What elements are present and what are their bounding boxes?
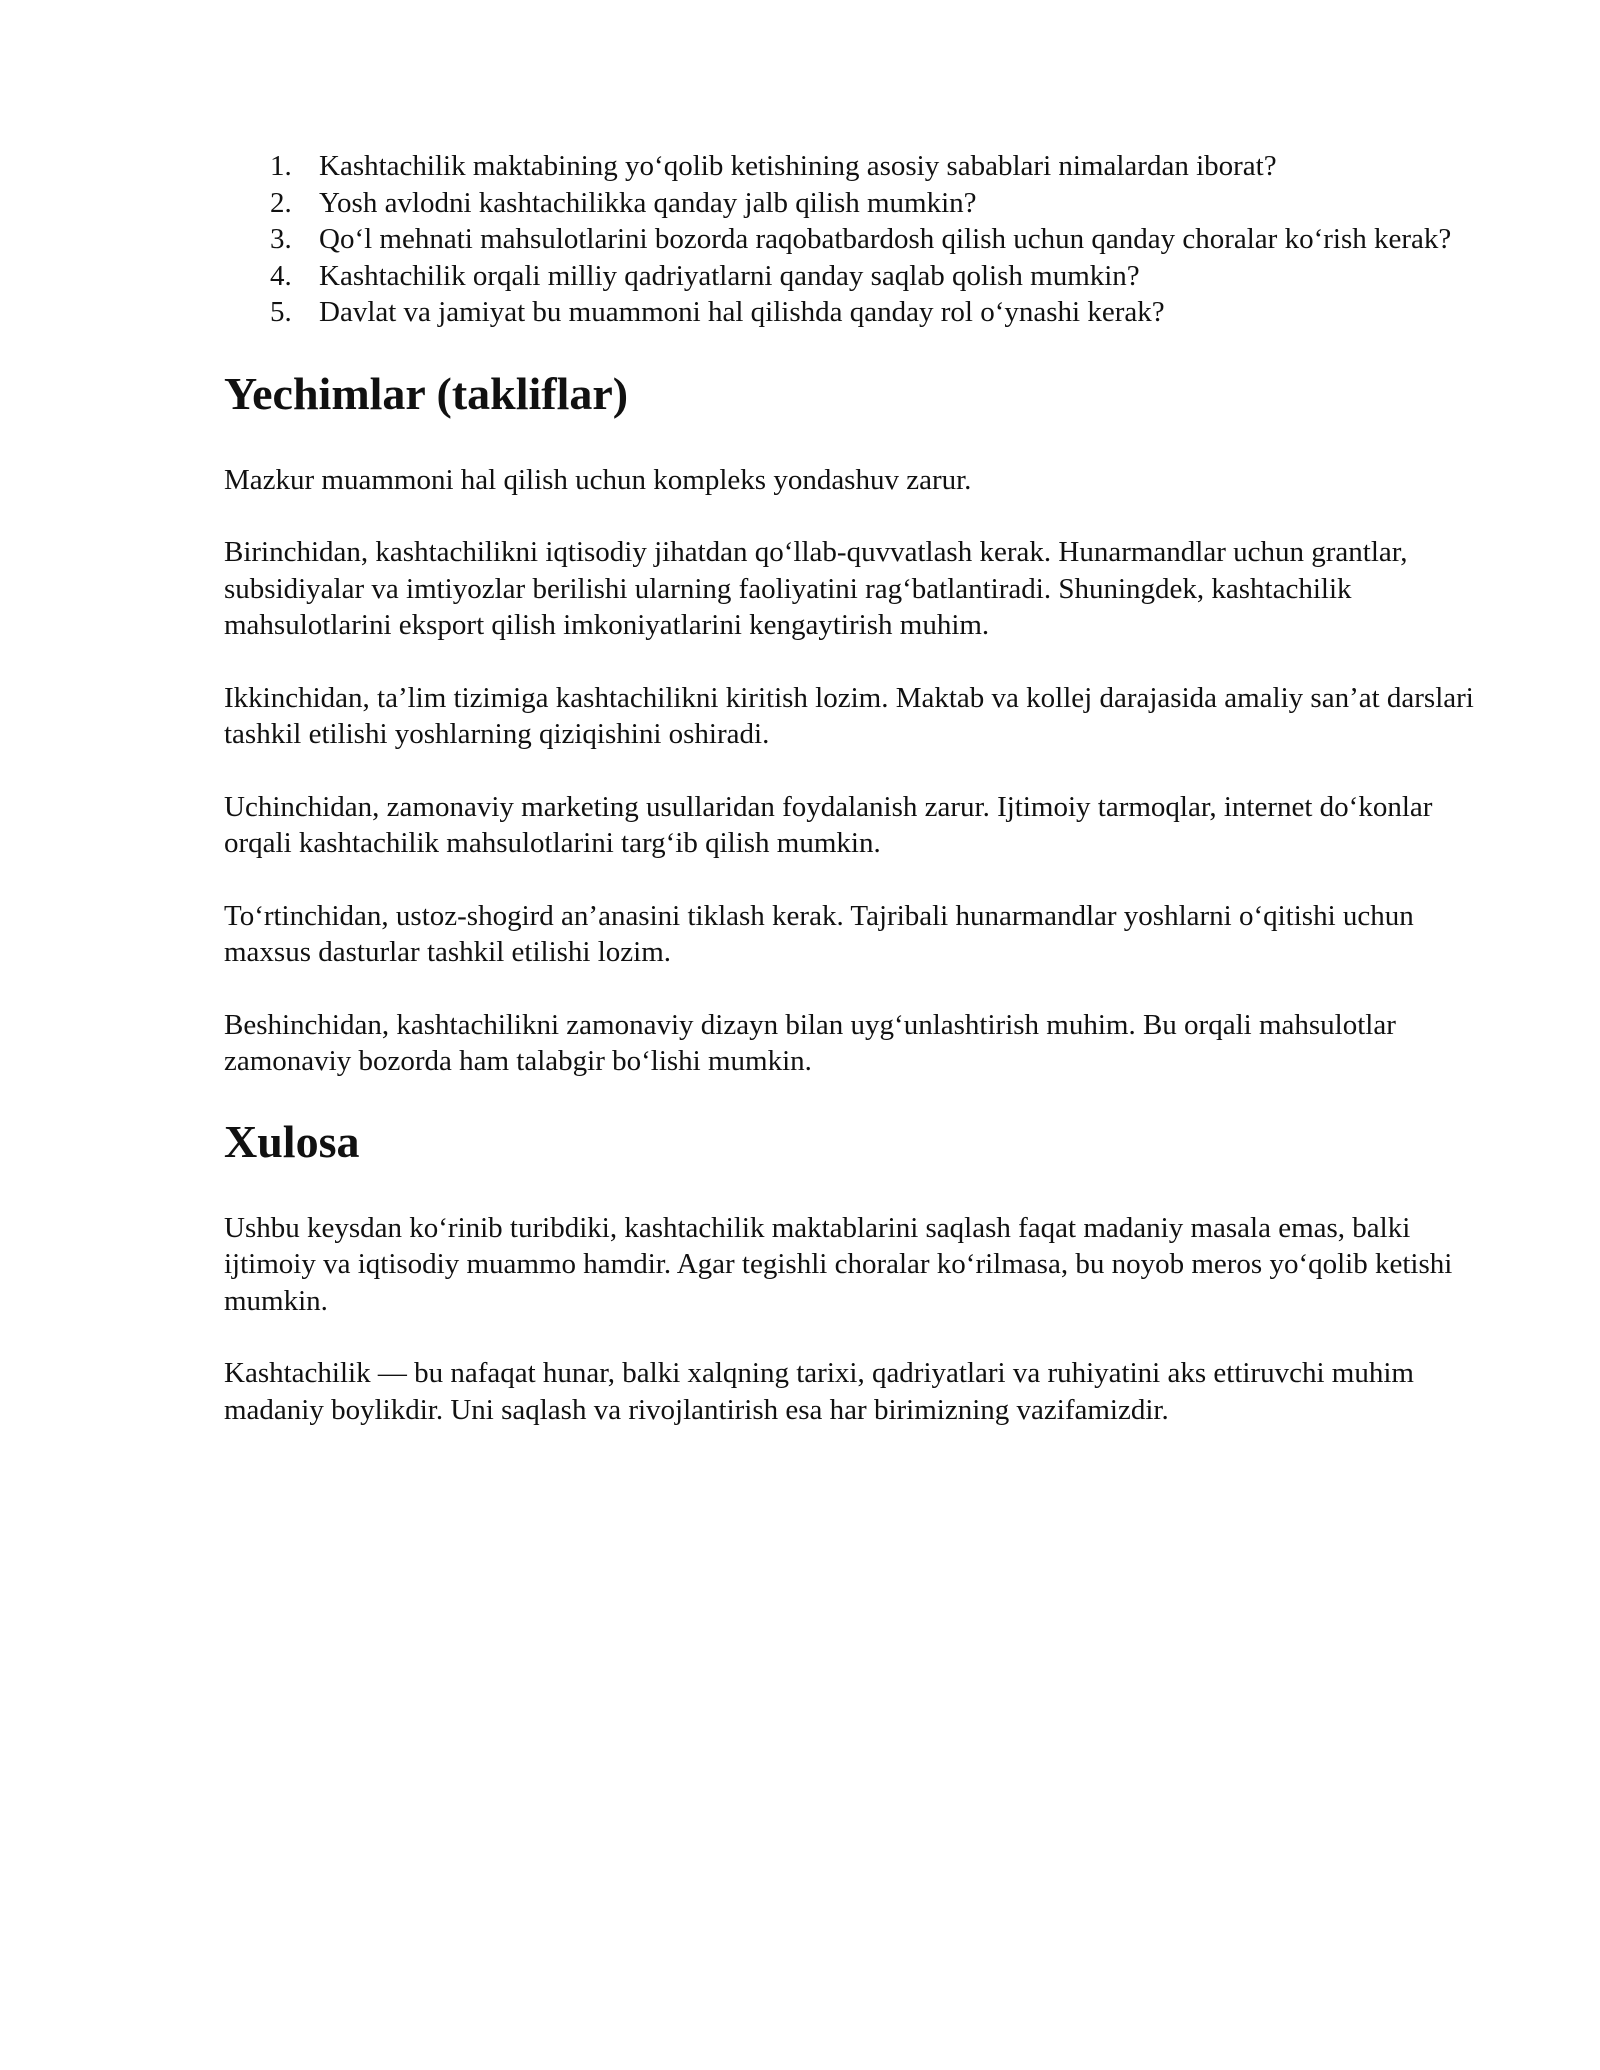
solutions-paragraph: Birinchidan, kashtachilikni iqtisodiy jihatdan qo‘llab-quvvatlash kerak. Hunarmandlar uchun grantlar, subsidiyalar va imtiyozlar berilishi ularning faoliyatini rag‘batlantiradi. Shuningdek, kashtachilik mahsulotlarini eksport qilish imkoniyatlarini kengaytirish muhim. xyxy=(224,536,1408,641)
list-item-number: 2. xyxy=(270,186,292,219)
solutions-paragraph: Beshinchidan, kashtachilikni zamonaviy dizayn bilan uyg‘unlashtirish muhim. Bu orqali mahsulotlar zamonaviy bozorda ham talabgir bo‘lishi mumkin. xyxy=(224,1008,1396,1077)
conclusion-heading: Xulosa xyxy=(224,1115,360,1167)
document-page xyxy=(224,148,1484,1428)
conclusion-paragraph: Kashtachilik — bu nafaqat hunar, balki xalqning tarixi, qadriyatlari va ruhiyatini aks ettiruvchi muhim madaniy boylikdir. Uni saqlash va rivojlantirish esa har birimizning vazifamizdir. xyxy=(224,1357,1414,1426)
list-item-number: 3. xyxy=(270,223,292,255)
list-item xyxy=(224,258,1484,295)
list-item-text: Yosh avlodni kashtachilikka qanday jalb qilish mumkin? xyxy=(319,186,977,219)
list-item-number: 5. xyxy=(270,296,292,328)
list-item-number: 4. xyxy=(270,259,292,292)
solutions-paragraph: Uchinchidan, zamonaviy marketing usullaridan foydalanish zarur. Ijtimoiy tarmoqlar, internet do‘konlar orqali kashtachilik mahsulotlarini targ‘ib qilish mumkin. xyxy=(224,790,1433,859)
list-item xyxy=(224,148,1484,185)
solutions-paragraph: Ikkinchidan, ta’lim tizimiga kashtachilikni kiritish lozim. Maktab va kollej darajasida amaliy san’at darslari tashkil etilishi yoshlarning qiziqishini oshiradi. xyxy=(224,681,1474,750)
questions-list xyxy=(224,148,1484,331)
solutions-heading: Yechimlar (takliflar) xyxy=(224,367,629,419)
list-item-text: Qo‘l mehnati mahsulotlarini bozorda raqobatbardosh qilish uchun qanday choralar ko‘rish kerak? xyxy=(319,223,1452,255)
solutions-paragraph: Mazkur muammoni hal qilish uchun kompleks yondashuv zarur. xyxy=(224,463,972,496)
list-item xyxy=(224,294,1484,331)
list-item-text: Davlat va jamiyat bu muammoni hal qilishda qanday rol o‘ynashi kerak? xyxy=(319,296,1165,328)
list-item-text: Kashtachilik maktabining yo‘qolib ketishining asosiy sabablari nimalardan iborat? xyxy=(319,150,1277,182)
list-item xyxy=(224,185,1484,222)
conclusion-paragraph: Ushbu keysdan ko‘rinib turibdiki, kashtachilik maktablarini saqlash faqat madaniy masala emas, balki ijtimoiy va iqtisodiy muammo hamdir. Agar tegishli choralar ko‘rilmasa, bu noyob meros yo‘qolib ketishi mumkin. xyxy=(224,1211,1453,1317)
list-item-text: Kashtachilik orqali milliy qadriyatlarni qanday saqlab qolish mumkin? xyxy=(319,259,1140,292)
solutions-paragraph: To‘rtinchidan, ustoz-shogird an’anasini tiklash kerak. Tajribali hunarmandlar yoshlarni o‘qitishi uchun maxsus dasturlar tashkil etilishi lozim. xyxy=(224,899,1414,968)
list-item xyxy=(224,221,1484,258)
list-item-number: 1. xyxy=(270,150,292,182)
